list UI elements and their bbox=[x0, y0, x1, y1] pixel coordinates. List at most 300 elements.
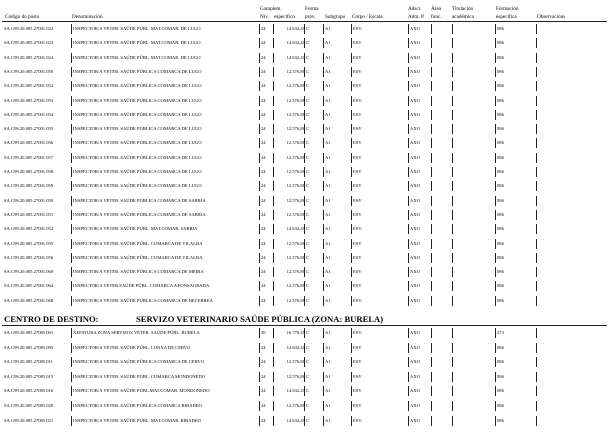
cell-code: SA.C99.20.005.27001.024 bbox=[4, 54, 54, 60]
cell-denom: INSPECTOR/A VETER. SAÚDE PÚBLICA COMARCA DE LUGO bbox=[71, 153, 259, 163]
cell-tit bbox=[452, 138, 496, 148]
cell-sub: A1 bbox=[323, 110, 352, 120]
cell-adscr: AXO bbox=[408, 224, 432, 234]
cell-form: 086 bbox=[495, 401, 537, 411]
cell-niv: 24 bbox=[259, 281, 273, 291]
cell-comp: 14.632,41 bbox=[273, 343, 305, 353]
cell-comp: 12.576,88 bbox=[273, 181, 305, 191]
cell-niv: 24 bbox=[259, 67, 273, 77]
cell-adscr: AXO bbox=[408, 357, 432, 367]
cell-area bbox=[431, 239, 453, 249]
cell-niv: 24 bbox=[259, 96, 273, 106]
cell-obs bbox=[536, 386, 608, 396]
cell-corpo: ESV bbox=[351, 81, 409, 91]
cell-denom: INSPECTOR/A VETER. SAÚDE PÚBLICA COMARCA DE CERVO bbox=[71, 357, 259, 367]
cell-denom: INSPECTOR/A VETER. SAÚDE PÚBLICA COMARCA DE LUGO bbox=[71, 81, 259, 91]
cell-area bbox=[431, 110, 453, 120]
cell-tit bbox=[452, 253, 496, 263]
cell-forma: C bbox=[304, 38, 324, 48]
cell-forma: C bbox=[304, 224, 324, 234]
cell-niv: 24 bbox=[259, 167, 273, 177]
cell-tit bbox=[452, 110, 496, 120]
cell-area bbox=[431, 181, 453, 191]
cell-form: 086 bbox=[495, 53, 537, 63]
cell-form: 086 bbox=[495, 343, 537, 353]
cell-sub: A1 bbox=[323, 210, 352, 220]
cell-comp: 12.576,88 bbox=[273, 81, 305, 91]
cell-corpo: ESV bbox=[351, 239, 409, 249]
cell-denom: INSPECTOR/A VETER. SAÚDE PÚBL. COMARCA MONDOÑEDO bbox=[71, 372, 259, 382]
cell-adscr: AXO bbox=[408, 416, 432, 426]
cell-tit bbox=[452, 281, 496, 291]
cell-niv: 24 bbox=[259, 357, 273, 367]
header-area-l1: Área bbox=[431, 6, 442, 12]
table-row bbox=[0, 239, 615, 249]
cell-forma: C bbox=[304, 343, 324, 353]
cell-form: 086 bbox=[495, 196, 537, 206]
cell-sub: A1 bbox=[323, 239, 352, 249]
cell-area bbox=[431, 210, 453, 220]
cell-sub: A1 bbox=[323, 138, 352, 148]
cell-code: SA.C99.20.005.27085.015 bbox=[4, 373, 54, 379]
cell-form: 086 bbox=[495, 153, 537, 163]
cell-adscr: AXO bbox=[408, 386, 432, 396]
cell-sub: A1 bbox=[323, 196, 352, 206]
table-row bbox=[0, 38, 615, 48]
cell-area bbox=[431, 253, 453, 263]
cell-corpo: ESV bbox=[351, 210, 409, 220]
cell-form: 086 bbox=[495, 239, 537, 249]
cell-area bbox=[431, 38, 453, 48]
cell-corpo: ESV bbox=[351, 38, 409, 48]
cell-forma: C bbox=[304, 253, 324, 263]
cell-comp: 12.576,88 bbox=[273, 153, 305, 163]
cell-corpo: ESV bbox=[351, 253, 409, 263]
cell-tit bbox=[452, 38, 496, 48]
table-row bbox=[0, 253, 615, 263]
cell-comp: 12.576,88 bbox=[273, 110, 305, 120]
header-divider bbox=[2, 21, 607, 22]
cell-adscr: AXO bbox=[408, 81, 432, 91]
table-row bbox=[0, 181, 615, 191]
cell-corpo: ESV bbox=[351, 153, 409, 163]
cell-comp: 12.576,88 bbox=[273, 210, 305, 220]
cell-corpo: ESV bbox=[351, 416, 409, 426]
cell-area bbox=[431, 138, 453, 148]
cell-code: SA.C99.20.005.27001.051 bbox=[4, 211, 54, 217]
cell-niv: 24 bbox=[259, 267, 273, 277]
header-complemento-l1: Complem. bbox=[260, 6, 282, 12]
cell-sub: A1 bbox=[323, 416, 352, 426]
cell-sub: A1 bbox=[323, 167, 352, 177]
cell-forma: C bbox=[304, 357, 324, 367]
cell-niv: 24 bbox=[259, 138, 273, 148]
cell-denom: INSPECTOR/A VETER. SAÚDE PÚBLICA COMARCA DE MEIRA bbox=[71, 267, 259, 277]
cell-form: 086 bbox=[495, 24, 537, 34]
cell-obs bbox=[536, 167, 608, 177]
cell-tit bbox=[452, 53, 496, 63]
cell-code: SA.C99.20.005.27001.056 bbox=[4, 140, 54, 146]
table-row bbox=[0, 401, 615, 411]
cell-denom: INSPECTOR/A VETER. SAÚDE PÚBLICA COMARCA DE SARRIA bbox=[71, 196, 259, 206]
cell-adscr: AXO bbox=[408, 153, 432, 163]
cell-form: 086 bbox=[495, 253, 537, 263]
cell-denom: INSPECTOR/A VETER.SAÚDE PÚBL. COMARCA A FONSAGRADA bbox=[71, 281, 259, 291]
cell-obs bbox=[536, 224, 608, 234]
cell-denom: INSPECTOR/A VETER. SAÚDE PÚBL. LONXA DE CERVO bbox=[71, 343, 259, 353]
cell-obs bbox=[536, 267, 608, 277]
cell-tit bbox=[452, 24, 496, 34]
cell-adscr: AXO bbox=[408, 124, 432, 134]
cell-denom: INSPECTOR/A VETER. SAÚDE PÚBLICA COMARCA DE LUGO bbox=[71, 96, 259, 106]
cell-sub: A1 bbox=[323, 53, 352, 63]
cell-niv: 24 bbox=[259, 296, 273, 306]
cell-forma: C bbox=[304, 96, 324, 106]
section-label: CENTRO DE DESTINO: bbox=[4, 314, 99, 324]
cell-denom: INSPECTOR/A VETER. SAÚDE PÚBL. MAT.COMAR. DE LUGO bbox=[71, 24, 259, 34]
cell-tit bbox=[452, 267, 496, 277]
cell-code: SA.C99.20.005.27001.057 bbox=[4, 154, 54, 160]
cell-sub: A1 bbox=[323, 181, 352, 191]
cell-form: 086 bbox=[495, 181, 537, 191]
cell-form: 086 bbox=[495, 96, 537, 106]
cell-sub: A1 bbox=[323, 224, 352, 234]
cell-adscr: AXO bbox=[408, 239, 432, 249]
cell-area bbox=[431, 67, 453, 77]
table-row bbox=[0, 196, 615, 206]
table-row bbox=[0, 267, 615, 277]
cell-corpo: ESV bbox=[351, 167, 409, 177]
cell-form: 086 bbox=[495, 124, 537, 134]
cell-niv: 24 bbox=[259, 386, 273, 396]
cell-adscr: AXO bbox=[408, 328, 432, 338]
cell-obs bbox=[536, 81, 608, 91]
header-complemento-l2: específico bbox=[274, 14, 296, 20]
cell-adscr: AXO bbox=[408, 38, 432, 48]
cell-niv: 24 bbox=[259, 24, 273, 34]
cell-forma: C bbox=[304, 328, 324, 338]
cell-form: 086 bbox=[495, 416, 537, 426]
cell-denom: XEFATURA ZONA SERVIZOS VETER. SAÚDE PÚBL. BURELA bbox=[71, 328, 259, 338]
cell-obs bbox=[536, 328, 608, 338]
cell-comp: 14.632,41 bbox=[273, 416, 305, 426]
cell-niv: 24 bbox=[259, 253, 273, 263]
cell-corpo: ESV bbox=[351, 224, 409, 234]
table-row bbox=[0, 281, 615, 291]
cell-code: SA.C99.20.005.27085.011 bbox=[4, 359, 53, 365]
cell-adscr: AXO bbox=[408, 181, 432, 191]
cell-tit bbox=[452, 196, 496, 206]
cell-form: 273 bbox=[495, 328, 537, 338]
cell-code: SA.C99.20.005.27001.060 bbox=[4, 269, 54, 275]
cell-sub: A1 bbox=[323, 372, 352, 382]
cell-adscr: AXO bbox=[408, 210, 432, 220]
header-formacion-l2: específica bbox=[496, 14, 517, 20]
cell-denom: INSPECTOR/A VETER. SAÚDE PÚBL. COMARCA DE VILALBA bbox=[71, 239, 259, 249]
cell-denom: INSPECTOR/A VETER. SAÚDE PÚBLICA COMARCA RIBADEO bbox=[71, 401, 259, 411]
cell-obs bbox=[536, 401, 608, 411]
cell-sub: A1 bbox=[323, 328, 352, 338]
cell-comp: 14.632,41 bbox=[273, 386, 305, 396]
cell-sub: A1 bbox=[323, 153, 352, 163]
cell-corpo: ESV bbox=[351, 343, 409, 353]
cell-forma: C bbox=[304, 281, 324, 291]
table-row bbox=[0, 167, 615, 177]
cell-area bbox=[431, 196, 453, 206]
cell-code: SA.C99.20.005.27001.054 bbox=[4, 111, 54, 117]
cell-denom: INSPECTOR/A VETER. SAÚDE PÚBLICA COMARCA DE LUGO bbox=[71, 110, 259, 120]
cell-forma: C bbox=[304, 401, 324, 411]
cell-niv: 24 bbox=[259, 196, 273, 206]
header-area-l2: func. bbox=[431, 14, 442, 20]
cell-area bbox=[431, 357, 453, 367]
cell-tit bbox=[452, 210, 496, 220]
cell-sub: A1 bbox=[323, 124, 352, 134]
cell-obs bbox=[536, 38, 608, 48]
cell-tit bbox=[452, 328, 496, 338]
cell-comp: 12.576,88 bbox=[273, 357, 305, 367]
cell-corpo: ESV bbox=[351, 124, 409, 134]
cell-tit bbox=[452, 67, 496, 77]
cell-forma: C bbox=[304, 67, 324, 77]
cell-corpo: ESV bbox=[351, 281, 409, 291]
cell-forma: C bbox=[304, 153, 324, 163]
cell-niv: 24 bbox=[259, 53, 273, 63]
header-adscr-l1: Adscr. bbox=[408, 6, 422, 12]
cell-area bbox=[431, 81, 453, 91]
cell-adscr: AXO bbox=[408, 96, 432, 106]
cell-niv: 24 bbox=[259, 153, 273, 163]
cell-form: 086 bbox=[495, 224, 537, 234]
cell-form: 086 bbox=[495, 138, 537, 148]
header-nivel: Niv. bbox=[260, 14, 269, 20]
cell-area bbox=[431, 328, 453, 338]
cell-niv: 24 bbox=[259, 210, 273, 220]
cell-code: SA.C99.20.005.27001.052 bbox=[4, 83, 54, 89]
cell-forma: C bbox=[304, 81, 324, 91]
cell-code: SA.C99.20.005.27001.052 bbox=[4, 226, 54, 232]
cell-comp: 12.576,88 bbox=[273, 196, 305, 206]
cell-comp: 12.576,88 bbox=[273, 401, 305, 411]
cell-niv: 24 bbox=[259, 343, 273, 353]
table-row bbox=[0, 328, 615, 338]
cell-denom: INSPECTOR/A VETER. SAÚDE PÚBL. MAT.COMAR. DE LUGO bbox=[71, 38, 259, 48]
cell-form: 086 bbox=[495, 38, 537, 48]
cell-sub: A1 bbox=[323, 24, 352, 34]
cell-adscr: AXO bbox=[408, 138, 432, 148]
cell-forma: C bbox=[304, 416, 324, 426]
cell-denom: INSPECTOR/A VETER. SAÚDE PÚBL. COMARCA DE VILALBA bbox=[71, 253, 259, 263]
cell-sub: A1 bbox=[323, 296, 352, 306]
cell-comp: 14.632,41 bbox=[273, 224, 305, 234]
cell-corpo: ESV bbox=[351, 401, 409, 411]
cell-comp: 14.632,41 bbox=[273, 38, 305, 48]
cell-sub: A1 bbox=[323, 343, 352, 353]
cell-code: SA.C99.20.005.27001.050 bbox=[4, 68, 54, 74]
cell-forma: C bbox=[304, 210, 324, 220]
cell-code: SA.C99.20.005.27085.016 bbox=[4, 388, 54, 394]
cell-forma: C bbox=[304, 138, 324, 148]
cell-area bbox=[431, 386, 453, 396]
table-row bbox=[0, 67, 615, 77]
cell-corpo: ESV bbox=[351, 138, 409, 148]
cell-corpo: ESV bbox=[351, 372, 409, 382]
cell-denom: INSPECTOR/A VETER. SAÚDE PÚBLICA COMARCA DE LUGO bbox=[71, 181, 259, 191]
cell-obs bbox=[536, 53, 608, 63]
cell-obs bbox=[536, 110, 608, 120]
cell-forma: C bbox=[304, 267, 324, 277]
cell-area bbox=[431, 372, 453, 382]
cell-sub: A1 bbox=[323, 386, 352, 396]
cell-tit bbox=[452, 386, 496, 396]
cell-obs bbox=[536, 281, 608, 291]
cell-form: 086 bbox=[495, 372, 537, 382]
cell-area bbox=[431, 124, 453, 134]
cell-obs bbox=[536, 296, 608, 306]
cell-code: SA.C99.20.005.27001.068 bbox=[4, 297, 54, 303]
table-row bbox=[0, 224, 615, 234]
cell-sub: A1 bbox=[323, 267, 352, 277]
cell-area bbox=[431, 167, 453, 177]
cell-forma: C bbox=[304, 110, 324, 120]
header-titulacion-l2: académica bbox=[452, 14, 474, 20]
cell-area bbox=[431, 53, 453, 63]
cell-area bbox=[431, 343, 453, 353]
table-row bbox=[0, 110, 615, 120]
cell-denom: INSPECTOR/A VETER. SAÚDE PÚBL.MAT.COMAR. MONDOÑEDO bbox=[71, 386, 259, 396]
cell-sub: A1 bbox=[323, 401, 352, 411]
cell-tit bbox=[452, 357, 496, 367]
cell-area bbox=[431, 153, 453, 163]
cell-code: SA.C99.20.005.27001.059 bbox=[4, 183, 54, 189]
cell-forma: C bbox=[304, 124, 324, 134]
table-row bbox=[0, 357, 615, 367]
cell-comp: 12.576,88 bbox=[273, 167, 305, 177]
cell-tit bbox=[452, 239, 496, 249]
cell-adscr: AXO bbox=[408, 110, 432, 120]
cell-denom: INSPECTOR/A VETER. SAÚDE PÚBL. MAT.COMAR. RIBADEO bbox=[71, 416, 259, 426]
cell-corpo: ESV bbox=[351, 386, 409, 396]
header-forma-l2: prov. bbox=[305, 14, 316, 20]
cell-tit bbox=[452, 224, 496, 234]
cell-area bbox=[431, 224, 453, 234]
cell-code: SA.C99.20.005.27001.023 bbox=[4, 40, 54, 46]
cell-denom: INSPECTOR/A VETER. SAÚDE PÚBLICA COMARCA DE SARRIA bbox=[71, 210, 259, 220]
cell-forma: C bbox=[304, 386, 324, 396]
cell-niv: 24 bbox=[259, 416, 273, 426]
cell-adscr: AXO bbox=[408, 253, 432, 263]
cell-sub: A1 bbox=[323, 357, 352, 367]
cell-form: 086 bbox=[495, 167, 537, 177]
cell-comp: 12.576,88 bbox=[273, 124, 305, 134]
cell-adscr: AXO bbox=[408, 343, 432, 353]
table-row bbox=[0, 53, 615, 63]
cell-comp: 12.576,88 bbox=[273, 239, 305, 249]
cell-comp: 12.576,88 bbox=[273, 281, 305, 291]
cell-code: SA.C99.20.005.27001.064 bbox=[4, 283, 54, 289]
cell-comp: 14.632,41 bbox=[273, 24, 305, 34]
cell-corpo: ESV bbox=[351, 267, 409, 277]
cell-obs bbox=[536, 416, 608, 426]
cell-area bbox=[431, 401, 453, 411]
cell-forma: C bbox=[304, 181, 324, 191]
cell-forma: C bbox=[304, 167, 324, 177]
cell-denom: INSPECTOR/A VETER. SAÚDE PÚBLICA COMARCA DE BECERREÁ bbox=[71, 296, 259, 306]
cell-corpo: ESV bbox=[351, 328, 409, 338]
cell-forma: C bbox=[304, 239, 324, 249]
cell-code: SA.C99.20.005.27001.055 bbox=[4, 126, 54, 132]
cell-corpo: ESV bbox=[351, 53, 409, 63]
cell-niv: 24 bbox=[259, 181, 273, 191]
cell-adscr: AXO bbox=[408, 196, 432, 206]
cell-obs bbox=[536, 357, 608, 367]
cell-tit bbox=[452, 296, 496, 306]
cell-comp: 12.576,88 bbox=[273, 138, 305, 148]
cell-corpo: ESV bbox=[351, 357, 409, 367]
section-divider bbox=[2, 325, 607, 326]
cell-adscr: AXO bbox=[408, 401, 432, 411]
cell-niv: 24 bbox=[259, 224, 273, 234]
header-adscr-l2: Adm. P. bbox=[408, 14, 425, 20]
cell-niv: 24 bbox=[259, 372, 273, 382]
table-row bbox=[0, 210, 615, 220]
cell-obs bbox=[536, 343, 608, 353]
cell-corpo: ESV bbox=[351, 196, 409, 206]
cell-form: 086 bbox=[495, 67, 537, 77]
cell-code: SA.C99.20.005.27085.021 bbox=[4, 417, 54, 423]
cell-denom: INSPECTOR/A VETER. SAÚDE PÚBL. MAT.COMAR. SARRIA bbox=[71, 224, 259, 234]
table-row bbox=[0, 343, 615, 353]
cell-tit bbox=[452, 416, 496, 426]
table-row bbox=[0, 386, 615, 396]
cell-form: 086 bbox=[495, 281, 537, 291]
cell-comp: 12.576,88 bbox=[273, 296, 305, 306]
cell-comp: 12.576,88 bbox=[273, 253, 305, 263]
cell-adscr: AXO bbox=[408, 24, 432, 34]
cell-code: SA.C99.20.005.27085.020 bbox=[4, 403, 54, 408]
cell-code: SA.C99.20.005.27085.005 bbox=[4, 344, 54, 350]
table-row bbox=[0, 24, 615, 34]
cell-forma: C bbox=[304, 24, 324, 34]
cell-denom: INSPECTOR/A VETER. SAÚDE PÚBLICA COMARCA DE LUGO bbox=[71, 124, 259, 134]
cell-area bbox=[431, 281, 453, 291]
cell-obs bbox=[536, 96, 608, 106]
cell-denom: INSPECTOR/A VETER. SAÚDE PÚBL. MAT.COMAR. DE LUGO bbox=[71, 53, 259, 63]
cell-code: SA.C99.20.005.27001.056 bbox=[4, 254, 54, 260]
cell-area bbox=[431, 416, 453, 426]
cell-area bbox=[431, 24, 453, 34]
cell-adscr: AXO bbox=[408, 372, 432, 382]
header-codigo: Código do posto bbox=[5, 14, 40, 20]
cell-adscr: AXO bbox=[408, 67, 432, 77]
header-observacions: Observacións bbox=[537, 14, 566, 20]
cell-sub: A1 bbox=[323, 67, 352, 77]
cell-niv: 24 bbox=[259, 239, 273, 249]
cell-form: 086 bbox=[495, 357, 537, 367]
cell-tit bbox=[452, 401, 496, 411]
cell-niv: 24 bbox=[259, 110, 273, 120]
table-row bbox=[0, 124, 615, 134]
header-formacion-l1: Formación bbox=[496, 6, 519, 12]
cell-forma: C bbox=[304, 196, 324, 206]
cell-corpo: ESV bbox=[351, 296, 409, 306]
cell-area bbox=[431, 296, 453, 306]
cell-niv: 24 bbox=[259, 38, 273, 48]
cell-comp: 16.778,45 bbox=[273, 328, 305, 338]
cell-tit bbox=[452, 96, 496, 106]
cell-obs bbox=[536, 153, 608, 163]
header-forma-l1: Forma bbox=[305, 6, 319, 12]
